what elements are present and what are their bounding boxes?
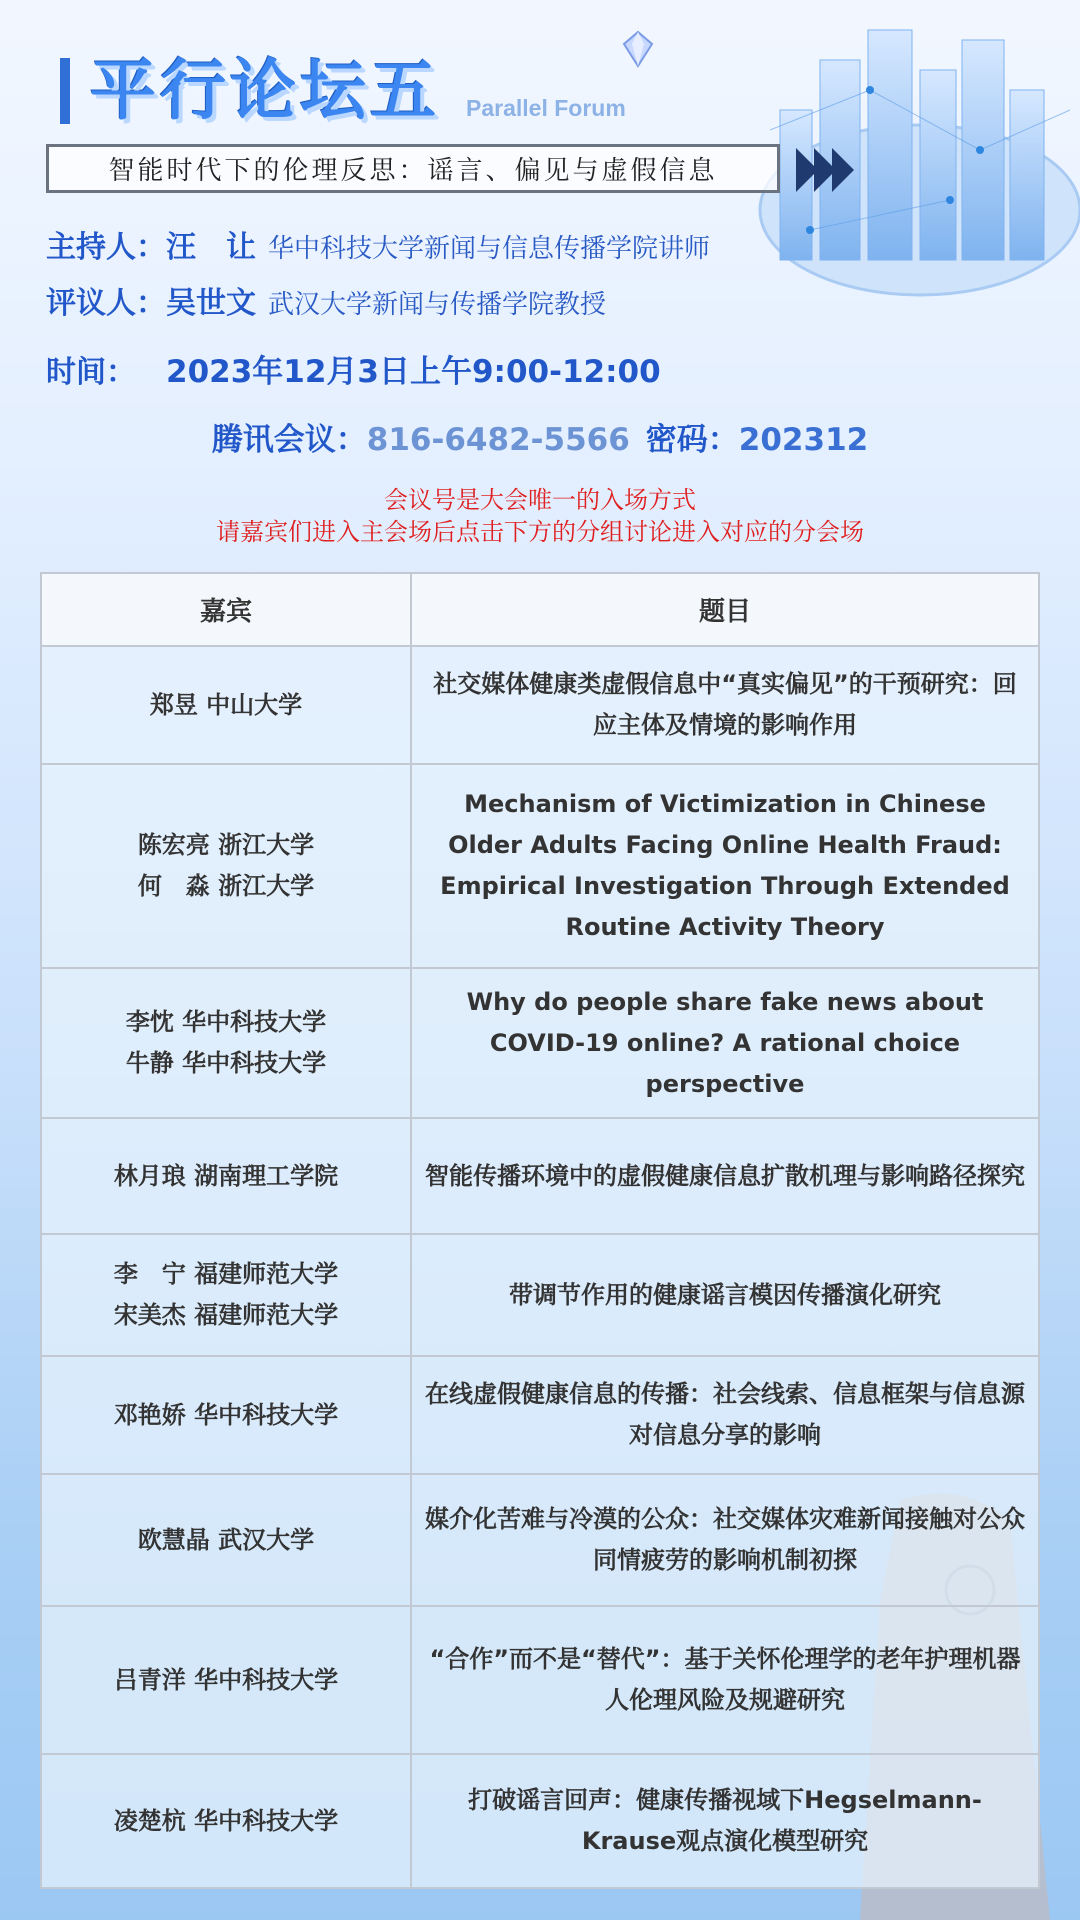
meeting-label: 腾讯会议： xyxy=(211,422,367,458)
reviewer-affiliation: 武汉大学新闻与传播学院教授 xyxy=(268,290,607,320)
guest-name: 何 淼 浙江大学 xyxy=(137,872,315,900)
title-accent-bar xyxy=(60,58,70,124)
meeting-number: 816-6482-5566 xyxy=(366,422,630,458)
column-header-guests: 嘉宾 xyxy=(41,573,411,646)
guest-name: 牛静 华中科技大学 xyxy=(125,1049,327,1077)
time-value: 2023年12月3日上午9:00-12:00 xyxy=(166,354,661,390)
reviewer-name: 吴世文 xyxy=(166,286,256,321)
guest-cell xyxy=(41,1356,411,1474)
host-label: 主持人： xyxy=(46,230,166,265)
topic-cell: Mechanism of Victimization in Chinese Older Adults Facing Online Health Fraud: Empirical Investigation Through Extended Routine Activity Theory xyxy=(411,764,1039,968)
guest-name: 宋美杰 福建师范大学 xyxy=(113,1301,339,1329)
table-row xyxy=(41,1234,1039,1356)
host-line xyxy=(46,222,710,266)
guest-name: 林月琅 湖南理工学院 xyxy=(113,1161,339,1190)
page-title-en: Parallel Forum xyxy=(466,95,626,121)
guest-name: 李 宁 福建师范大学 xyxy=(113,1260,339,1288)
topic-cell: 打破谣言回声：健康传播视域下Hegselmann-Krause观点演化模型研究 xyxy=(411,1754,1039,1888)
forum-subtitle: 智能时代下的伦理反思：谣言、偏见与虚假信息 xyxy=(108,156,718,186)
topic-cell: 社交媒体健康类虚假信息中“真实偏见”的干预研究：回应主体及情境的影响作用 xyxy=(411,646,1039,764)
table-row xyxy=(41,1754,1039,1888)
guest-name: 郑昱 中山大学 xyxy=(149,690,303,719)
guest-cell xyxy=(41,1606,411,1754)
guest-cell xyxy=(41,646,411,764)
table-row xyxy=(41,1356,1039,1474)
guest-cell xyxy=(41,1474,411,1606)
table-row xyxy=(41,968,1039,1118)
triple-arrow-icon xyxy=(796,148,850,192)
topic-cell: Why do people share fake news about COVID-19 online? A rational choice perspective xyxy=(411,968,1039,1118)
forum-title xyxy=(60,52,626,129)
host-name: 汪 让 xyxy=(166,230,256,265)
guest-name: 李忱 华中科技大学 xyxy=(125,1008,327,1036)
guest-cell xyxy=(41,764,411,968)
guest-cell xyxy=(41,968,411,1118)
notice-line-2: 请嘉宾们进入主会场后点击下方的分组讨论进入对应的分会场 xyxy=(216,518,864,546)
table-row xyxy=(41,1606,1039,1754)
guest-cell xyxy=(41,1234,411,1356)
reviewer-label: 评议人： xyxy=(46,286,166,321)
guest-name: 邓艳娇 华中科技大学 xyxy=(113,1400,339,1429)
guest-cell xyxy=(41,1118,411,1234)
guest-name: 陈宏亮 浙江大学 xyxy=(137,831,315,859)
table-row xyxy=(41,1474,1039,1606)
topic-cell: 媒介化苦难与冷漠的公众：社交媒体灾难新闻接触对公众同情疲劳的影响机制初探 xyxy=(411,1474,1039,1606)
crystal-icon xyxy=(622,30,654,68)
page-title: 平行论坛五 xyxy=(90,52,440,129)
time-label: 时间： xyxy=(46,355,136,390)
host-affiliation: 华中科技大学新闻与信息传播学院讲师 xyxy=(268,234,711,264)
guest-name: 吕青洋 华中科技大学 xyxy=(113,1665,339,1694)
table-row xyxy=(41,1118,1039,1234)
column-header-topic: 题目 xyxy=(411,573,1039,646)
guest-cell xyxy=(41,1754,411,1888)
table-header-row xyxy=(41,573,1039,646)
topic-cell: 智能传播环境中的虚假健康信息扩散机理与影响路径探究 xyxy=(411,1118,1039,1234)
guest-name: 凌楚杭 华中科技大学 xyxy=(113,1806,339,1835)
time-line xyxy=(46,346,661,391)
topic-cell: 带调节作用的健康谣言模因传播演化研究 xyxy=(411,1234,1039,1356)
topic-cell: 在线虚假健康信息的传播：社会线索、信息框架与信息源对信息分享的影响 xyxy=(411,1356,1039,1474)
forum-subtitle-box xyxy=(46,144,780,193)
guest-name: 欧慧晶 武汉大学 xyxy=(137,1525,315,1554)
notice-line-1: 会议号是大会唯一的入场方式 xyxy=(384,486,696,514)
topic-cell: “合作”而不是“替代”：基于关怀伦理学的老年护理机器人伦理风险及规避研究 xyxy=(411,1606,1039,1754)
meeting-password: 202312 xyxy=(738,422,869,458)
table-row xyxy=(41,764,1039,968)
password-label: 密码： xyxy=(645,422,739,458)
table-row xyxy=(41,646,1039,764)
schedule-table xyxy=(40,572,1040,1889)
reviewer-line xyxy=(46,278,606,322)
meeting-info xyxy=(0,414,1080,459)
